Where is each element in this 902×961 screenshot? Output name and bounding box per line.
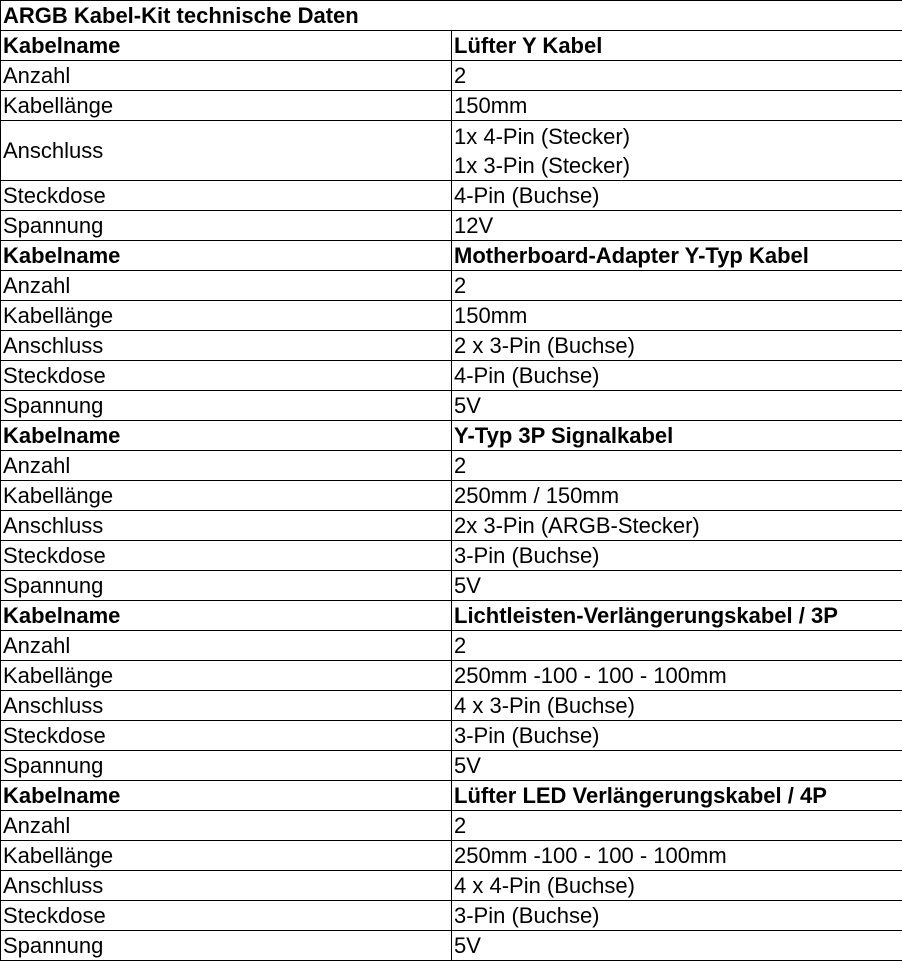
row-value: 3-Pin (Buchse) <box>452 721 902 751</box>
row-value: 250mm / 150mm <box>452 481 902 511</box>
row-value: 3-Pin (Buchse) <box>452 901 902 931</box>
row-value: 3-Pin (Buchse) <box>452 541 902 571</box>
row-value: 4 x 4-Pin (Buchse) <box>452 871 902 901</box>
table-row <box>1 451 902 481</box>
table-row <box>1 91 902 121</box>
row-value: 250mm -100 - 100 - 100mm <box>452 841 902 871</box>
table-row <box>1 391 902 421</box>
section-header-row <box>1 421 902 451</box>
row-value: 4 x 3-Pin (Buchse) <box>452 691 902 721</box>
row-value: 4-Pin (Buchse) <box>452 361 902 391</box>
table-row <box>1 571 902 601</box>
table-row <box>1 721 902 751</box>
row-label: Steckdose <box>1 901 452 931</box>
table-row <box>1 631 902 661</box>
row-label: Anzahl <box>1 811 452 841</box>
section-header-label: Kabelname <box>1 241 452 271</box>
row-label: Steckdose <box>1 721 452 751</box>
section-header-value: Lüfter Y Kabel <box>452 31 902 61</box>
row-label: Anzahl <box>1 631 452 661</box>
row-value: 2 <box>452 451 902 481</box>
table-row <box>1 211 902 241</box>
row-label: Anschluss <box>1 691 452 721</box>
section-header-row <box>1 781 902 811</box>
table-row <box>1 871 902 901</box>
table-row <box>1 361 902 391</box>
row-label: Spannung <box>1 211 452 241</box>
row-label: Anschluss <box>1 121 452 181</box>
row-label: Spannung <box>1 391 452 421</box>
row-label: Anschluss <box>1 511 452 541</box>
row-label: Anzahl <box>1 451 452 481</box>
row-value: 2 x 3-Pin (Buchse) <box>452 331 902 361</box>
row-label: Anschluss <box>1 871 452 901</box>
row-label: Anzahl <box>1 271 452 301</box>
table-title: ARGB Kabel-Kit technische Daten <box>1 1 902 31</box>
row-value: 2x 3-Pin (ARGB-Stecker) <box>452 511 902 541</box>
row-value: 2 <box>452 811 902 841</box>
row-value: 150mm <box>452 301 902 331</box>
table-row <box>1 331 902 361</box>
row-label: Kabellänge <box>1 661 452 691</box>
section-header-label: Kabelname <box>1 31 452 61</box>
section-header-row <box>1 241 902 271</box>
row-value <box>452 121 902 181</box>
row-value: 5V <box>452 931 902 961</box>
row-value: 4-Pin (Buchse) <box>452 181 902 211</box>
table-row <box>1 931 902 961</box>
row-label: Steckdose <box>1 181 452 211</box>
row-label: Kabellänge <box>1 91 452 121</box>
table-row <box>1 661 902 691</box>
row-value: 2 <box>452 631 902 661</box>
row-label: Spannung <box>1 751 452 781</box>
section-header-value: Lüfter LED Verlängerungskabel / 4P <box>452 781 902 811</box>
row-label: Kabellänge <box>1 481 452 511</box>
table-row <box>1 301 902 331</box>
table-row <box>1 691 902 721</box>
table-row <box>1 481 902 511</box>
row-value-line: 1x 4-Pin (Stecker) <box>454 122 902 151</box>
section-header-row <box>1 31 902 61</box>
table-row <box>1 841 902 871</box>
table-row <box>1 901 902 931</box>
row-label: Kabellänge <box>1 841 452 871</box>
section-header-row <box>1 601 902 631</box>
row-label: Steckdose <box>1 361 452 391</box>
row-value: 12V <box>452 211 902 241</box>
section-header-label: Kabelname <box>1 421 452 451</box>
section-header-value: Motherboard-Adapter Y-Typ Kabel <box>452 241 902 271</box>
table-row <box>1 121 902 181</box>
row-label: Anschluss <box>1 331 452 361</box>
row-label: Anzahl <box>1 61 452 91</box>
section-header-label: Kabelname <box>1 781 452 811</box>
row-value: 150mm <box>452 91 902 121</box>
row-value-line: 1x 3-Pin (Stecker) <box>454 151 902 180</box>
table-row <box>1 181 902 211</box>
row-label: Steckdose <box>1 541 452 571</box>
row-value: 5V <box>452 751 902 781</box>
table-row <box>1 511 902 541</box>
table-row <box>1 541 902 571</box>
table-row <box>1 61 902 91</box>
section-header-value: Lichtleisten-Verlängerungskabel / 3P <box>452 601 902 631</box>
section-header-label: Kabelname <box>1 601 452 631</box>
row-value: 2 <box>452 61 902 91</box>
section-header-value: Y-Typ 3P Signalkabel <box>452 421 902 451</box>
row-label: Spannung <box>1 931 452 961</box>
row-label: Kabellänge <box>1 301 452 331</box>
table-row <box>1 751 902 781</box>
row-value: 5V <box>452 391 902 421</box>
row-value: 5V <box>452 571 902 601</box>
row-value: 2 <box>452 271 902 301</box>
row-label: Spannung <box>1 571 452 601</box>
table-row <box>1 271 902 301</box>
row-value: 250mm -100 - 100 - 100mm <box>452 661 902 691</box>
table-title-row <box>1 1 902 31</box>
table-row <box>1 811 902 841</box>
